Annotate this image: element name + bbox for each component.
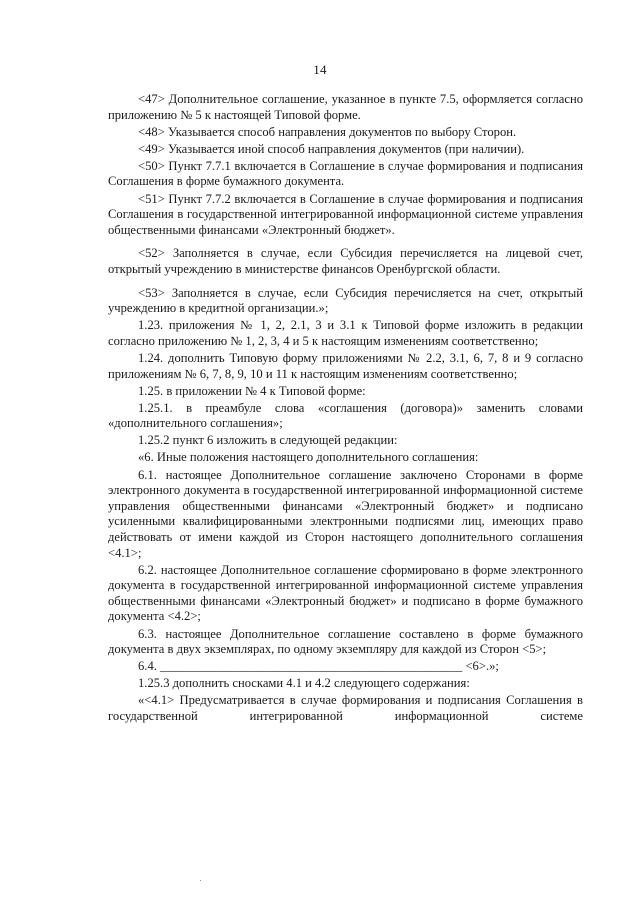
section-6-heading: «6. Иные положения настоящего дополнительного соглашения: bbox=[138, 450, 479, 465]
clause-1-25: 1.25. в приложении № 4 к Типовой форме: bbox=[138, 383, 366, 398]
item-6-2: 6.2. настоящее Дополнительное соглашение сформировано в форме электронного документа в государственной интегрированной информационной системе управления общественными финансами «Электронный бюджет» и подписано в форме бумажного документа <4.2>; bbox=[108, 562, 583, 624]
footnote-52: <52> Заполняется в случае, если Субсидия перечисляется на лицевой счет, открытый учреждению в министерстве финансов Оренбургской области. bbox=[108, 246, 583, 276]
footnote-4-1: «<4.1> Предусматривается в случае формирования и подписания Соглашения в государственной интегрированной информационной системе bbox=[108, 693, 583, 723]
item-6-3: 6.3. настоящее Дополнительное соглашение составлено в форме бумажного документа в двух экземплярах, по одному экземпляру для каждой из Сторон <5>; bbox=[108, 626, 583, 657]
footnote-47: <47> Дополнительное соглашение, указанное в пункте 7.5, оформляется согласно приложению № 5 к настоящей Типовой форме. bbox=[108, 92, 583, 122]
clause-1-25-2: 1.25.2 пункт 6 изложить в следующей редакции: bbox=[138, 433, 398, 448]
footnote-53: <53> Заполняется в случае, если Субсидия перечисляется на счет, открытый учреждению в кредитной организации.»; bbox=[108, 285, 583, 316]
item-6-4: 6.4. ________________________________________________ <6>.»; bbox=[138, 659, 499, 674]
item-6-1: 6.1. настоящее Дополнительное соглашение заключено Сторонами в форме электронного документа в государственной интегрированной информационной системе управления общественными финансами «Электронный бюджет» и подписано усиленными квалифицированными электронными подписями лиц, имеющих право действовать от имени каждой из Сторон настоящего дополнительного соглашения <4.1>; bbox=[108, 467, 583, 560]
page-number: 14 bbox=[313, 62, 327, 77]
footnote-49: <49> Указывается иной способ направления документов (при наличии). bbox=[138, 141, 525, 156]
clause-1-25-3: 1.25.3 дополнить сносками 4.1 и 4.2 следующего содержания: bbox=[138, 676, 470, 691]
footnote-50: <50> Пункт 7.7.1 включается в Соглашение в случае формирования и подписания Соглашения в форме бумажного документа. bbox=[108, 158, 583, 189]
clause-1-23: 1.23. приложения № 1, 2, 2.1, 3 и 3.1 к Типовой форме изложить в редакции согласно приложению № 1, 2, 3, 4 и 5 к настоящим изменениям соответственно; bbox=[108, 318, 583, 348]
clause-1-24: 1.24. дополнить Типовую форму приложениями № 2.2, 3.1, 6, 7, 8 и 9 согласно приложениям № 6, 7, 8, 9, 10 и 11 к настоящим изменениям соответственно; bbox=[108, 350, 583, 381]
clause-1-25-1: 1.25.1. в преамбуле слова «соглашения (договора)» заменить словами «дополнительного соглашения»; bbox=[108, 400, 583, 431]
document-body bbox=[108, 92, 583, 726]
scan-speck bbox=[200, 880, 201, 881]
footnote-48: <48> Указывается способ направления документов по выбору Сторон. bbox=[138, 124, 517, 139]
footnote-51: <51> Пункт 7.7.2 включается в Соглашение в случае формирования и подписания Соглашения в государственной интегрированной информационной системе управления общественными финансами «Электронный бюджет». bbox=[108, 191, 583, 237]
